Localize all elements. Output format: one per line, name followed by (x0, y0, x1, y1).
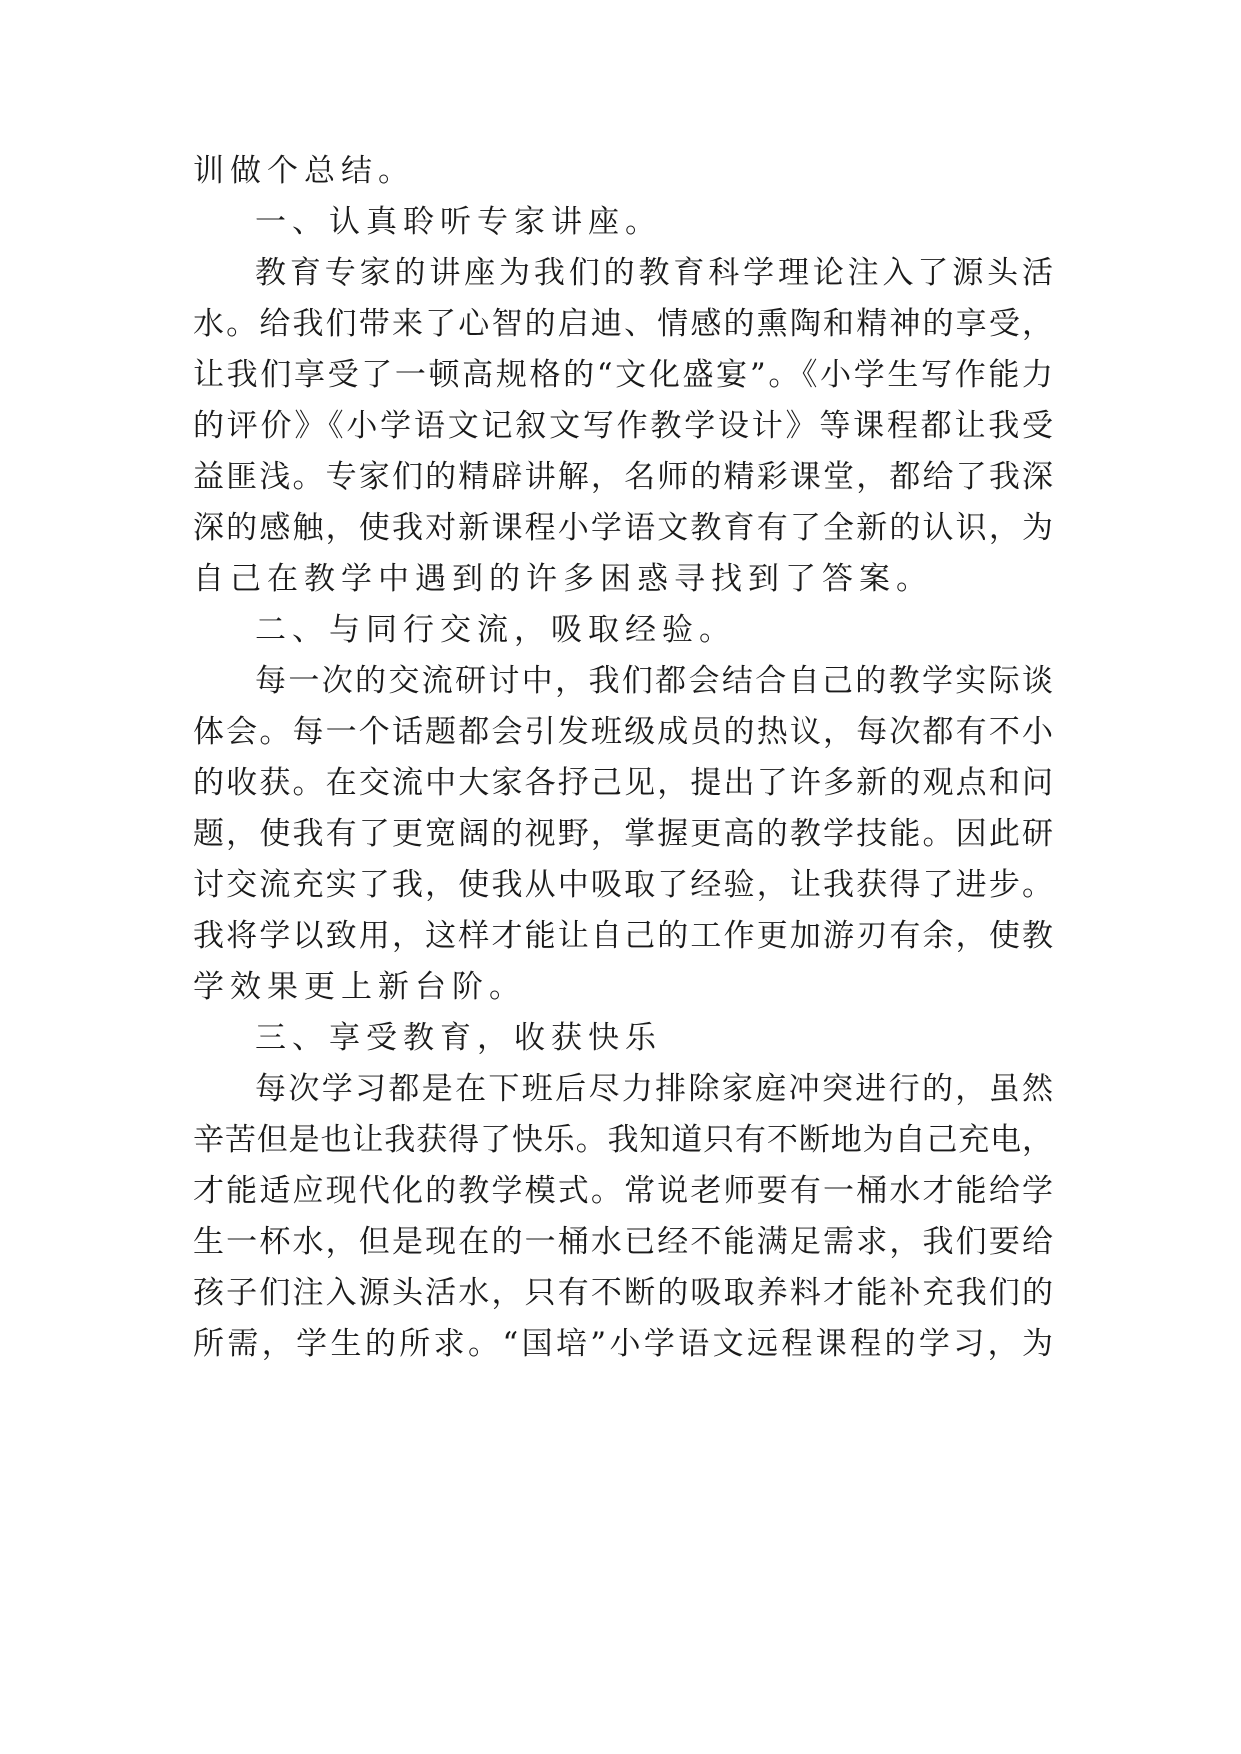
text-line: 辛苦但是也让我获得了快乐。我知道只有不断地为自己充电， (193, 1122, 1053, 1158)
text-line: 体会。每一个话题都会引发班级成员的热议，每次都有不小 (193, 714, 1053, 750)
text-line: 讨交流充实了我，使我从中吸取了经验，让我获得了进步。 (193, 867, 1053, 903)
text-line: 自己在教学中遇到的许多困惑寻找到了答案。 (193, 561, 933, 597)
text-line: 让我们享受了一顿高规格的“文化盛宴”。《小学生写作能力 (193, 357, 1053, 393)
section-heading: 三、享受教育，收获快乐 (255, 1020, 662, 1056)
text-line: 训做个总结。 (193, 153, 415, 189)
text-line: 水。给我们带来了心智的启迪、情感的熏陶和精神的享受， (193, 306, 1053, 342)
text-line: 才能适应现代化的教学模式。常说老师要有一桶水才能给学 (193, 1173, 1053, 1209)
text-line: 每次学习都是在下班后尽力排除家庭冲突进行的，虽然 (255, 1071, 1053, 1107)
text-line: 每一次的交流研讨中，我们都会结合自己的教学实际谈 (255, 663, 1053, 699)
text-line: 教育专家的讲座为我们的教育科学理论注入了源头活 (255, 255, 1053, 291)
text-line: 的收获。在交流中大家各抒己见，提出了许多新的观点和问 (193, 765, 1053, 801)
text-line: 题，使我有了更宽阔的视野，掌握更高的教学技能。因此研 (193, 816, 1053, 852)
text-line: 生一杯水，但是现在的一桶水已经不能满足需求，我们要给 (193, 1224, 1053, 1260)
text-line: 的评价》《小学语文记叙文写作教学设计》等课程都让我受 (193, 408, 1053, 444)
text-line: 我将学以致用，这样才能让自己的工作更加游刃有余，使教 (193, 918, 1053, 954)
text-line: 学效果更上新台阶。 (193, 969, 526, 1005)
text-line: 益匪浅。专家们的精辟讲解，名师的精彩课堂，都给了我深 (193, 459, 1053, 495)
text-line: 深的感触，使我对新课程小学语文教育有了全新的认识，为 (193, 510, 1053, 546)
section-heading: 二、与同行交流，吸取经验。 (255, 612, 736, 648)
section-heading: 一、认真聆听专家讲座。 (255, 204, 662, 240)
text-line: 所需，学生的所求。“国培”小学语文远程课程的学习，为 (193, 1326, 1053, 1362)
text-line: 孩子们注入源头活水，只有不断的吸取养料才能补充我们的 (193, 1275, 1053, 1311)
